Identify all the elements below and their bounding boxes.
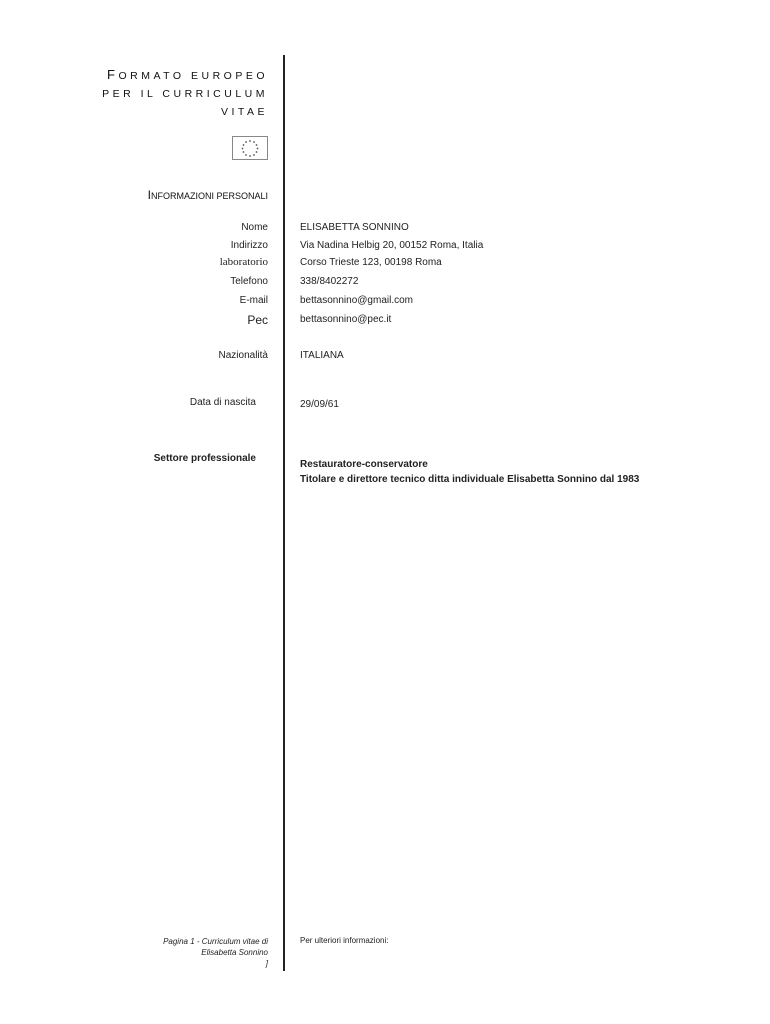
value-data-nascita: 29/09/61 bbox=[300, 399, 339, 410]
footer-page-line-1: Pagina 1 - Curriculum vitae di bbox=[163, 937, 268, 946]
value-nazionalita: ITALIANA bbox=[300, 350, 344, 361]
value-laboratorio: Corso Trieste 123, 00198 Roma bbox=[300, 257, 442, 268]
label-settore-professionale: Settore professionale bbox=[153, 453, 256, 464]
footer-page-line-3: ] bbox=[265, 959, 268, 968]
title-line-1 bbox=[48, 66, 268, 85]
section-heading-personal-info: INFORMAZIONI PERSONALI bbox=[147, 188, 268, 202]
value-settore-line-2: Titolare e direttore tecnico ditta individuale Elisabetta Sonnino dal 1983 bbox=[300, 474, 640, 485]
label-pec: Pec bbox=[247, 313, 268, 327]
label-data-nascita: Data di nascita bbox=[189, 397, 256, 408]
label-telefono: Telefono bbox=[230, 276, 268, 287]
value-email: bettasonnino@gmail.com bbox=[300, 295, 413, 306]
title-line-1-text: FORMATO EUROPEO bbox=[107, 67, 268, 82]
label-indirizzo: Indirizzo bbox=[230, 240, 268, 251]
footer-more-info: Per ulteriori informazioni: bbox=[300, 936, 389, 945]
value-indirizzo: Via Nadina Helbig 20, 00152 Roma, Italia bbox=[300, 240, 484, 251]
value-settore-line-1: Restauratore-conservatore bbox=[300, 459, 428, 470]
footer-page-info bbox=[163, 936, 268, 969]
label-nazionalita: Nazionalità bbox=[218, 350, 268, 361]
label-nome: Nome bbox=[241, 222, 268, 233]
value-pec: bettasonnino@pec.it bbox=[300, 314, 392, 325]
footer-page-line-2: Elisabetta Sonnino bbox=[201, 948, 268, 957]
label-email: E-mail bbox=[239, 295, 268, 306]
document-title bbox=[48, 66, 268, 121]
title-line-3: VITAE bbox=[220, 106, 268, 118]
value-telefono: 338/8402272 bbox=[300, 276, 359, 287]
column-divider bbox=[283, 55, 285, 971]
eu-flag-icon bbox=[232, 136, 268, 160]
title-line-2: PER IL CURRICULUM bbox=[102, 88, 268, 100]
label-laboratorio: laboratorio bbox=[219, 256, 268, 268]
value-nome: ELISABETTA SONNINO bbox=[300, 222, 409, 233]
